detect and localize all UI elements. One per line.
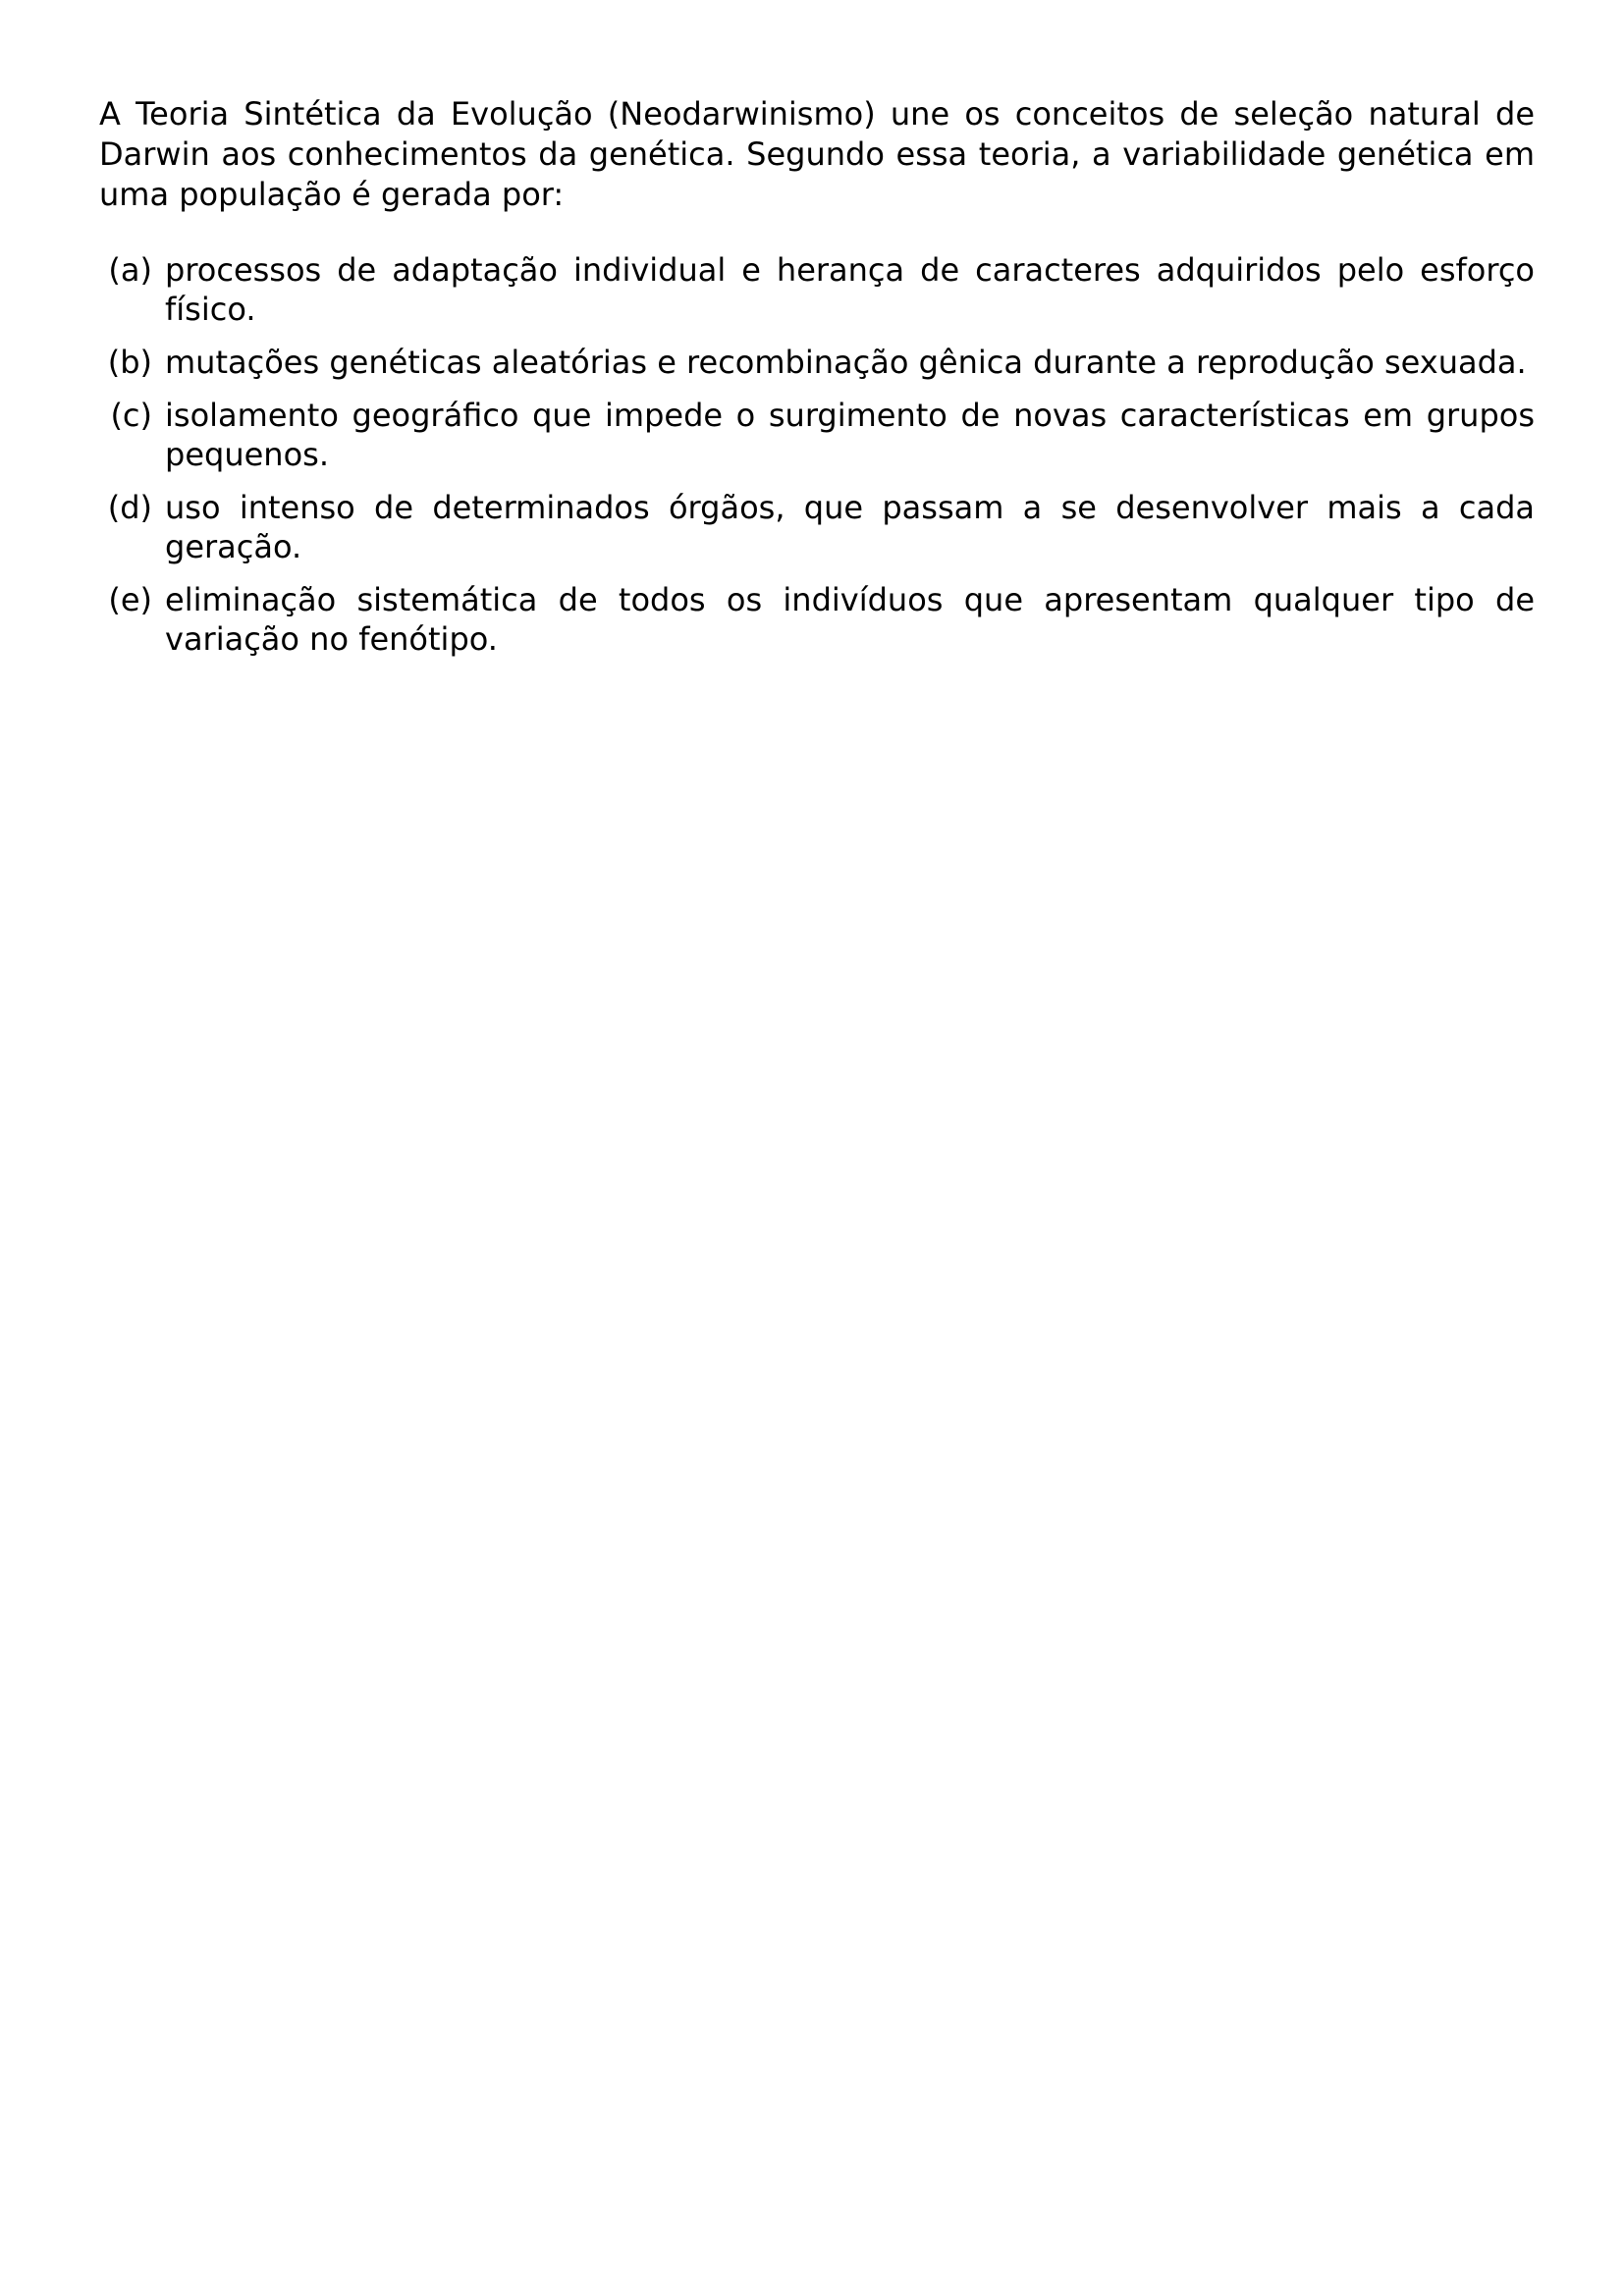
option-letter: (b) (107, 344, 152, 381)
option-text: isolamento geográfico que impede o surgimento de novas características em grupos pequenos. (165, 397, 1535, 473)
option-letter: (d) (107, 489, 152, 526)
option-b (99, 343, 1535, 382)
option-text: uso intenso de determinados órgãos, que passam a se desenvolver mais a cada geração. (165, 489, 1535, 565)
question-stem: A Teoria Sintética da Evolução (Neodarwinismo) une os conceitos de seleção natural de Darwin aos conhecimentos da genética. Segundo essa teoria, a variabilidade genética em uma população é gerada por: (99, 95, 1535, 213)
option-letter: (a) (108, 251, 152, 289)
option-d (99, 488, 1535, 566)
option-text: eliminação sistemática de todos os indivíduos que apresentam qualquer tipo de variação no fenótipo. (165, 581, 1535, 658)
option-e (99, 580, 1535, 659)
option-letter: (e) (108, 581, 152, 618)
option-text: mutações genéticas aleatórias e recombinação gênica durante a reprodução sexuada. (165, 344, 1527, 381)
answer-options-list (99, 250, 1535, 659)
option-letter: (c) (110, 397, 152, 434)
document-page (99, 94, 1535, 672)
option-text: processos de adaptação individual e herança de caracteres adquiridos pelo esforço físico. (165, 251, 1535, 328)
option-a (99, 250, 1535, 329)
option-c (99, 396, 1535, 474)
